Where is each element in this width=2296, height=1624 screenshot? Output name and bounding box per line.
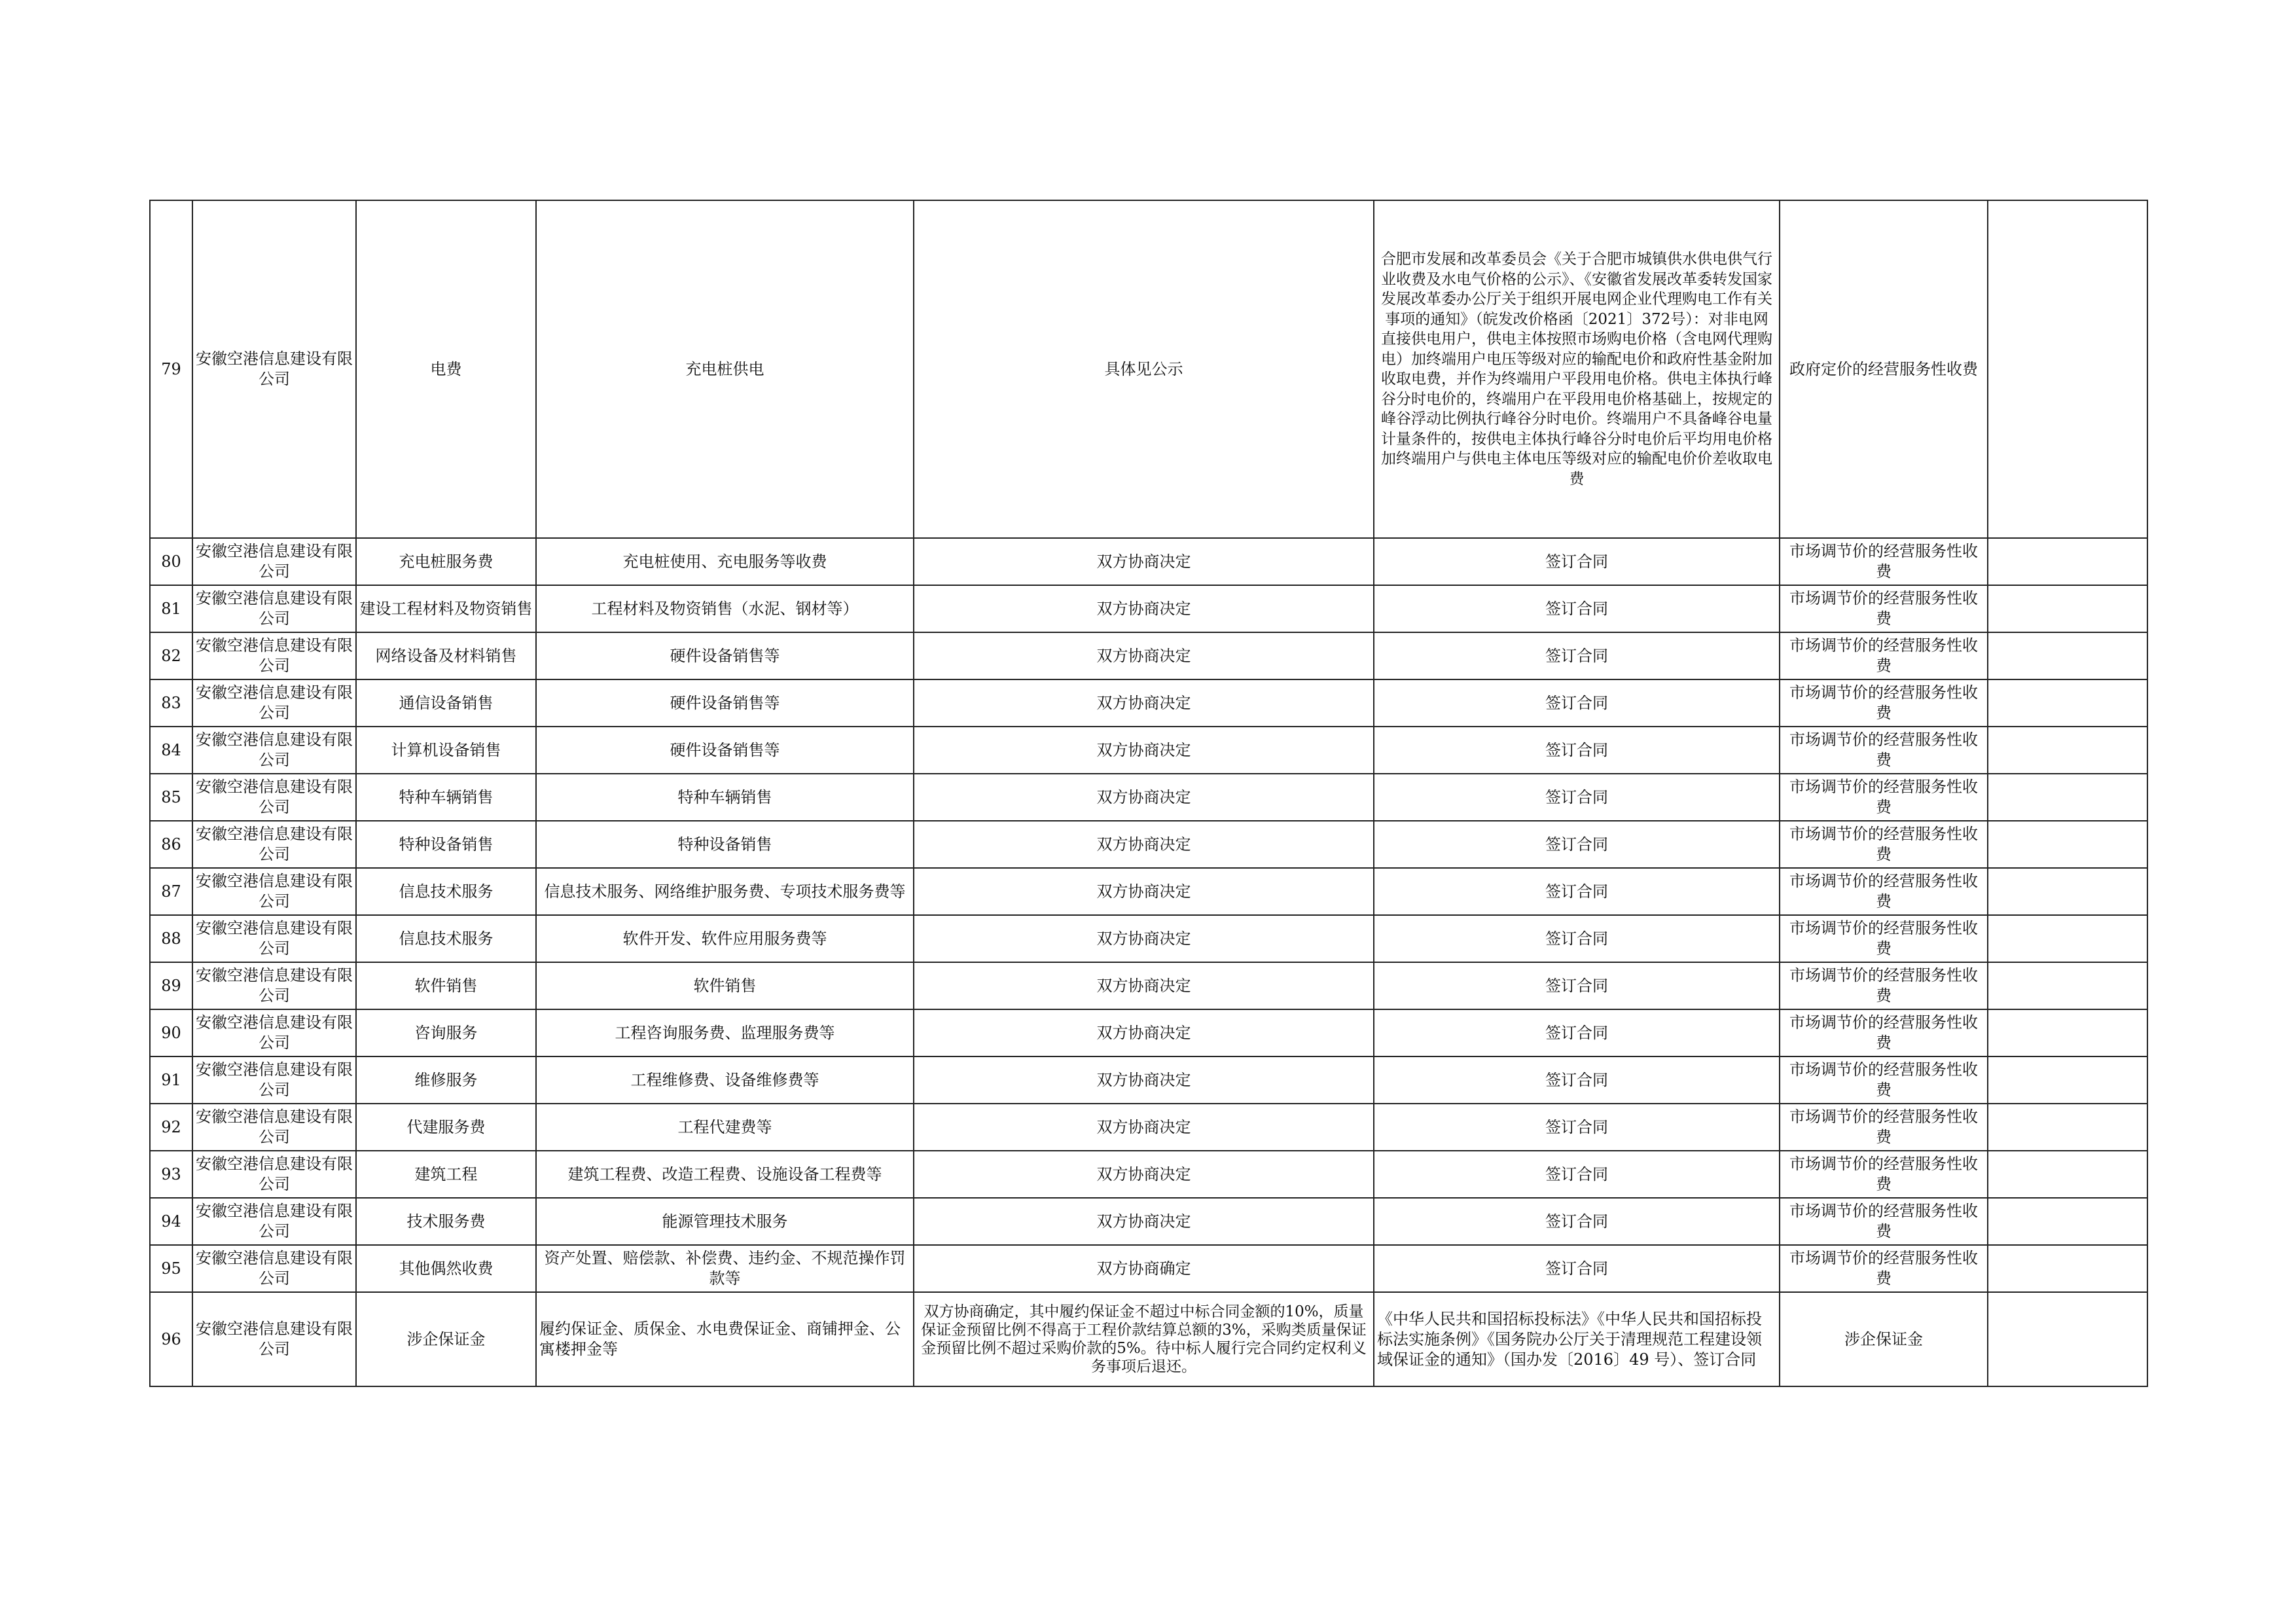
fee-content-cell: 信息技术服务、网络维护服务费、专项技术服务费等 xyxy=(536,868,914,915)
remark-cell xyxy=(1988,1056,2147,1104)
fee-standard-cell: 双方协商决定 xyxy=(914,585,1374,632)
fee-item-cell: 网络设备及材料销售 xyxy=(356,632,536,679)
row-number-cell: 94 xyxy=(150,1198,192,1245)
fee-content-cell: 软件销售 xyxy=(536,962,914,1009)
fee-type-cell: 市场调节价的经营服务性收费 xyxy=(1780,1245,1988,1292)
remark-cell xyxy=(1988,538,2147,585)
company-cell: 安徽空港信息建设有限公司 xyxy=(192,1009,356,1056)
remark-cell xyxy=(1988,679,2147,727)
fee-item-cell: 咨询服务 xyxy=(356,1009,536,1056)
fee-standard-cell: 双方协商决定 xyxy=(914,538,1374,585)
fee-standard-cell: 双方协商决定 xyxy=(914,962,1374,1009)
fee-content-cell: 履约保证金、质保金、水电费保证金、商铺押金、公寓楼押金等 xyxy=(536,1292,914,1386)
fee-standard-cell: 双方协商决定 xyxy=(914,1056,1374,1104)
table-row xyxy=(150,538,2147,585)
company-cell: 安徽空港信息建设有限公司 xyxy=(192,821,356,868)
fee-basis-cell: 签订合同 xyxy=(1374,962,1780,1009)
company-cell: 安徽空港信息建设有限公司 xyxy=(192,915,356,962)
fee-table-body xyxy=(150,200,2147,1386)
fee-item-cell: 其他偶然收费 xyxy=(356,1245,536,1292)
fee-item-cell: 特种车辆销售 xyxy=(356,774,536,821)
remark-cell xyxy=(1988,821,2147,868)
fee-standard-cell: 双方协商决定 xyxy=(914,1104,1374,1151)
table-row xyxy=(150,1104,2147,1151)
fee-type-cell: 市场调节价的经营服务性收费 xyxy=(1780,679,1988,727)
fee-item-cell: 信息技术服务 xyxy=(356,868,536,915)
fee-item-cell: 计算机设备销售 xyxy=(356,727,536,774)
remark-cell xyxy=(1988,585,2147,632)
row-number-cell: 85 xyxy=(150,774,192,821)
fee-type-cell: 市场调节价的经营服务性收费 xyxy=(1780,1104,1988,1151)
fee-content-cell: 充电桩供电 xyxy=(536,200,914,538)
fee-basis-cell: 签订合同 xyxy=(1374,821,1780,868)
fee-content-cell: 硬件设备销售等 xyxy=(536,727,914,774)
fee-basis-cell: 签订合同 xyxy=(1374,727,1780,774)
row-number-cell: 89 xyxy=(150,962,192,1009)
fee-type-cell: 涉企保证金 xyxy=(1780,1292,1988,1386)
remark-cell xyxy=(1988,1009,2147,1056)
row-number-cell: 95 xyxy=(150,1245,192,1292)
fee-basis-cell: 签订合同 xyxy=(1374,632,1780,679)
company-cell: 安徽空港信息建设有限公司 xyxy=(192,200,356,538)
fee-table xyxy=(149,200,2148,1387)
fee-content-cell: 充电桩使用、充电服务等收费 xyxy=(536,538,914,585)
fee-standard-cell: 双方协商决定 xyxy=(914,915,1374,962)
fee-standard-cell: 双方协商确定，其中履约保证金不超过中标合同金额的10%，质量保证金预留比例不得高于工程价款结算总额的3%，采购类质量保证金预留比例不超过采购价款的5%。待中标人履行完合同约定权利义务事项后退还。 xyxy=(914,1292,1374,1386)
table-row xyxy=(150,727,2147,774)
fee-standard-cell: 双方协商决定 xyxy=(914,679,1374,727)
fee-content-cell: 硬件设备销售等 xyxy=(536,632,914,679)
remark-cell xyxy=(1988,962,2147,1009)
company-cell: 安徽空港信息建设有限公司 xyxy=(192,1056,356,1104)
row-number-cell: 86 xyxy=(150,821,192,868)
company-cell: 安徽空港信息建设有限公司 xyxy=(192,679,356,727)
fee-basis-cell: 签订合同 xyxy=(1374,538,1780,585)
fee-standard-cell: 双方协商决定 xyxy=(914,1151,1374,1198)
fee-type-cell: 市场调节价的经营服务性收费 xyxy=(1780,915,1988,962)
row-number-cell: 88 xyxy=(150,915,192,962)
remark-cell xyxy=(1988,774,2147,821)
fee-basis-cell: 签订合同 xyxy=(1374,1104,1780,1151)
remark-cell xyxy=(1988,1198,2147,1245)
fee-standard-cell: 双方协商决定 xyxy=(914,821,1374,868)
table-row xyxy=(150,821,2147,868)
remark-cell xyxy=(1988,632,2147,679)
company-cell: 安徽空港信息建设有限公司 xyxy=(192,868,356,915)
remark-cell xyxy=(1988,915,2147,962)
fee-type-cell: 市场调节价的经营服务性收费 xyxy=(1780,1198,1988,1245)
table-row xyxy=(150,632,2147,679)
company-cell: 安徽空港信息建设有限公司 xyxy=(192,1151,356,1198)
fee-type-cell: 市场调节价的经营服务性收费 xyxy=(1780,632,1988,679)
remark-cell xyxy=(1988,1292,2147,1386)
fee-type-cell: 市场调节价的经营服务性收费 xyxy=(1780,585,1988,632)
remark-cell xyxy=(1988,200,2147,538)
row-number-cell: 84 xyxy=(150,727,192,774)
table-row xyxy=(150,962,2147,1009)
table-row xyxy=(150,1056,2147,1104)
company-cell: 安徽空港信息建设有限公司 xyxy=(192,632,356,679)
fee-type-cell: 市场调节价的经营服务性收费 xyxy=(1780,774,1988,821)
fee-item-cell: 信息技术服务 xyxy=(356,915,536,962)
fee-basis-cell: 签订合同 xyxy=(1374,1009,1780,1056)
fee-item-cell: 软件销售 xyxy=(356,962,536,1009)
fee-type-cell: 市场调节价的经营服务性收费 xyxy=(1780,1151,1988,1198)
fee-type-cell: 市场调节价的经营服务性收费 xyxy=(1780,538,1988,585)
fee-content-cell: 工程代建费等 xyxy=(536,1104,914,1151)
fee-standard-cell: 双方协商决定 xyxy=(914,1009,1374,1056)
fee-type-cell: 市场调节价的经营服务性收费 xyxy=(1780,1056,1988,1104)
fee-item-cell: 电费 xyxy=(356,200,536,538)
company-cell: 安徽空港信息建设有限公司 xyxy=(192,1198,356,1245)
fee-content-cell: 工程维修费、设备维修费等 xyxy=(536,1056,914,1104)
fee-standard-cell: 双方协商决定 xyxy=(914,632,1374,679)
table-row xyxy=(150,1151,2147,1198)
fee-standard-cell: 双方协商确定 xyxy=(914,1245,1374,1292)
table-row xyxy=(150,200,2147,538)
fee-item-cell: 建设工程材料及物资销售 xyxy=(356,585,536,632)
fee-standard-cell: 双方协商决定 xyxy=(914,727,1374,774)
fee-basis-cell: 《中华人民共和国招标投标法》《中华人民共和国招标投标法实施条例》《国务院办公厅关于清理规范工程建设领域保证金的通知》（国办发〔2016〕49 号）、签订合同 xyxy=(1374,1292,1780,1386)
fee-item-cell: 涉企保证金 xyxy=(356,1292,536,1386)
row-number-cell: 91 xyxy=(150,1056,192,1104)
fee-content-cell: 特种车辆销售 xyxy=(536,774,914,821)
fee-item-cell: 技术服务费 xyxy=(356,1198,536,1245)
table-row xyxy=(150,679,2147,727)
fee-item-cell: 通信设备销售 xyxy=(356,679,536,727)
table-row xyxy=(150,1245,2147,1292)
row-number-cell: 79 xyxy=(150,200,192,538)
fee-content-cell: 能源管理技术服务 xyxy=(536,1198,914,1245)
fee-standard-cell: 双方协商决定 xyxy=(914,868,1374,915)
fee-standard-cell: 具体见公示 xyxy=(914,200,1374,538)
fee-type-cell: 市场调节价的经营服务性收费 xyxy=(1780,727,1988,774)
company-cell: 安徽空港信息建设有限公司 xyxy=(192,774,356,821)
fee-basis-cell: 合肥市发展和改革委员会《关于合肥市城镇供水供电供气行业收费及水电气价格的公示》、《安徽省发展改革委转发国家发展改革委办公厅关于组织开展电网企业代理购电工作有关事项的通知》（皖发改价格函〔2021〕372号）：对非电网直接供电用户，供电主体按照市场购电价格（含电网代理购电）加终端用户电压等级对应的输配电价和政府性基金附加收取电费，并作为终端用户平段用电价格。供电主体执行峰谷分时电价的，终端用户在平段用电价格基础上，按规定的峰谷浮动比例执行峰谷分时电价。终端用户不具备峰谷电量计量条件的，按供电主体执行峰谷分时电价后平均用电价格加终端用户与供电主体电压等级对应的输配电价价差收取电费 xyxy=(1374,200,1780,538)
row-number-cell: 92 xyxy=(150,1104,192,1151)
fee-basis-cell: 签订合同 xyxy=(1374,1245,1780,1292)
fee-item-cell: 充电桩服务费 xyxy=(356,538,536,585)
row-number-cell: 82 xyxy=(150,632,192,679)
fee-content-cell: 建筑工程费、改造工程费、设施设备工程费等 xyxy=(536,1151,914,1198)
fee-item-cell: 建筑工程 xyxy=(356,1151,536,1198)
fee-type-cell: 市场调节价的经营服务性收费 xyxy=(1780,821,1988,868)
fee-content-cell: 工程材料及物资销售（水泥、钢材等） xyxy=(536,585,914,632)
table-row xyxy=(150,1292,2147,1386)
remark-cell xyxy=(1988,868,2147,915)
company-cell: 安徽空港信息建设有限公司 xyxy=(192,1245,356,1292)
fee-content-cell: 资产处置、赔偿款、补偿费、违约金、不规范操作罚款等 xyxy=(536,1245,914,1292)
fee-basis-cell: 签订合同 xyxy=(1374,1056,1780,1104)
row-number-cell: 81 xyxy=(150,585,192,632)
remark-cell xyxy=(1988,727,2147,774)
row-number-cell: 96 xyxy=(150,1292,192,1386)
fee-type-cell: 市场调节价的经营服务性收费 xyxy=(1780,868,1988,915)
fee-basis-cell: 签订合同 xyxy=(1374,915,1780,962)
table-row xyxy=(150,1009,2147,1056)
row-number-cell: 90 xyxy=(150,1009,192,1056)
fee-basis-cell: 签订合同 xyxy=(1374,774,1780,821)
table-row xyxy=(150,585,2147,632)
fee-content-cell: 工程咨询服务费、监理服务费等 xyxy=(536,1009,914,1056)
row-number-cell: 93 xyxy=(150,1151,192,1198)
table-row xyxy=(150,868,2147,915)
fee-item-cell: 代建服务费 xyxy=(356,1104,536,1151)
fee-basis-cell: 签订合同 xyxy=(1374,868,1780,915)
company-cell: 安徽空港信息建设有限公司 xyxy=(192,962,356,1009)
fee-type-cell: 市场调节价的经营服务性收费 xyxy=(1780,962,1988,1009)
table-row xyxy=(150,915,2147,962)
fee-type-cell: 市场调节价的经营服务性收费 xyxy=(1780,1009,1988,1056)
fee-content-cell: 特种设备销售 xyxy=(536,821,914,868)
remark-cell xyxy=(1988,1151,2147,1198)
fee-content-cell: 硬件设备销售等 xyxy=(536,679,914,727)
company-cell: 安徽空港信息建设有限公司 xyxy=(192,538,356,585)
row-number-cell: 87 xyxy=(150,868,192,915)
fee-item-cell: 维修服务 xyxy=(356,1056,536,1104)
remark-cell xyxy=(1988,1104,2147,1151)
fee-basis-cell: 签订合同 xyxy=(1374,1198,1780,1245)
row-number-cell: 80 xyxy=(150,538,192,585)
fee-content-cell: 软件开发、软件应用服务费等 xyxy=(536,915,914,962)
company-cell: 安徽空港信息建设有限公司 xyxy=(192,1104,356,1151)
fee-standard-cell: 双方协商决定 xyxy=(914,774,1374,821)
row-number-cell: 83 xyxy=(150,679,192,727)
company-cell: 安徽空港信息建设有限公司 xyxy=(192,585,356,632)
table-row xyxy=(150,1198,2147,1245)
table-row xyxy=(150,774,2147,821)
fee-standard-cell: 双方协商决定 xyxy=(914,1198,1374,1245)
company-cell: 安徽空港信息建设有限公司 xyxy=(192,727,356,774)
fee-basis-cell: 签订合同 xyxy=(1374,679,1780,727)
remark-cell xyxy=(1988,1245,2147,1292)
company-cell: 安徽空港信息建设有限公司 xyxy=(192,1292,356,1386)
fee-item-cell: 特种设备销售 xyxy=(356,821,536,868)
fee-type-cell: 政府定价的经营服务性收费 xyxy=(1780,200,1988,538)
fee-basis-cell: 签订合同 xyxy=(1374,1151,1780,1198)
fee-basis-cell: 签订合同 xyxy=(1374,585,1780,632)
